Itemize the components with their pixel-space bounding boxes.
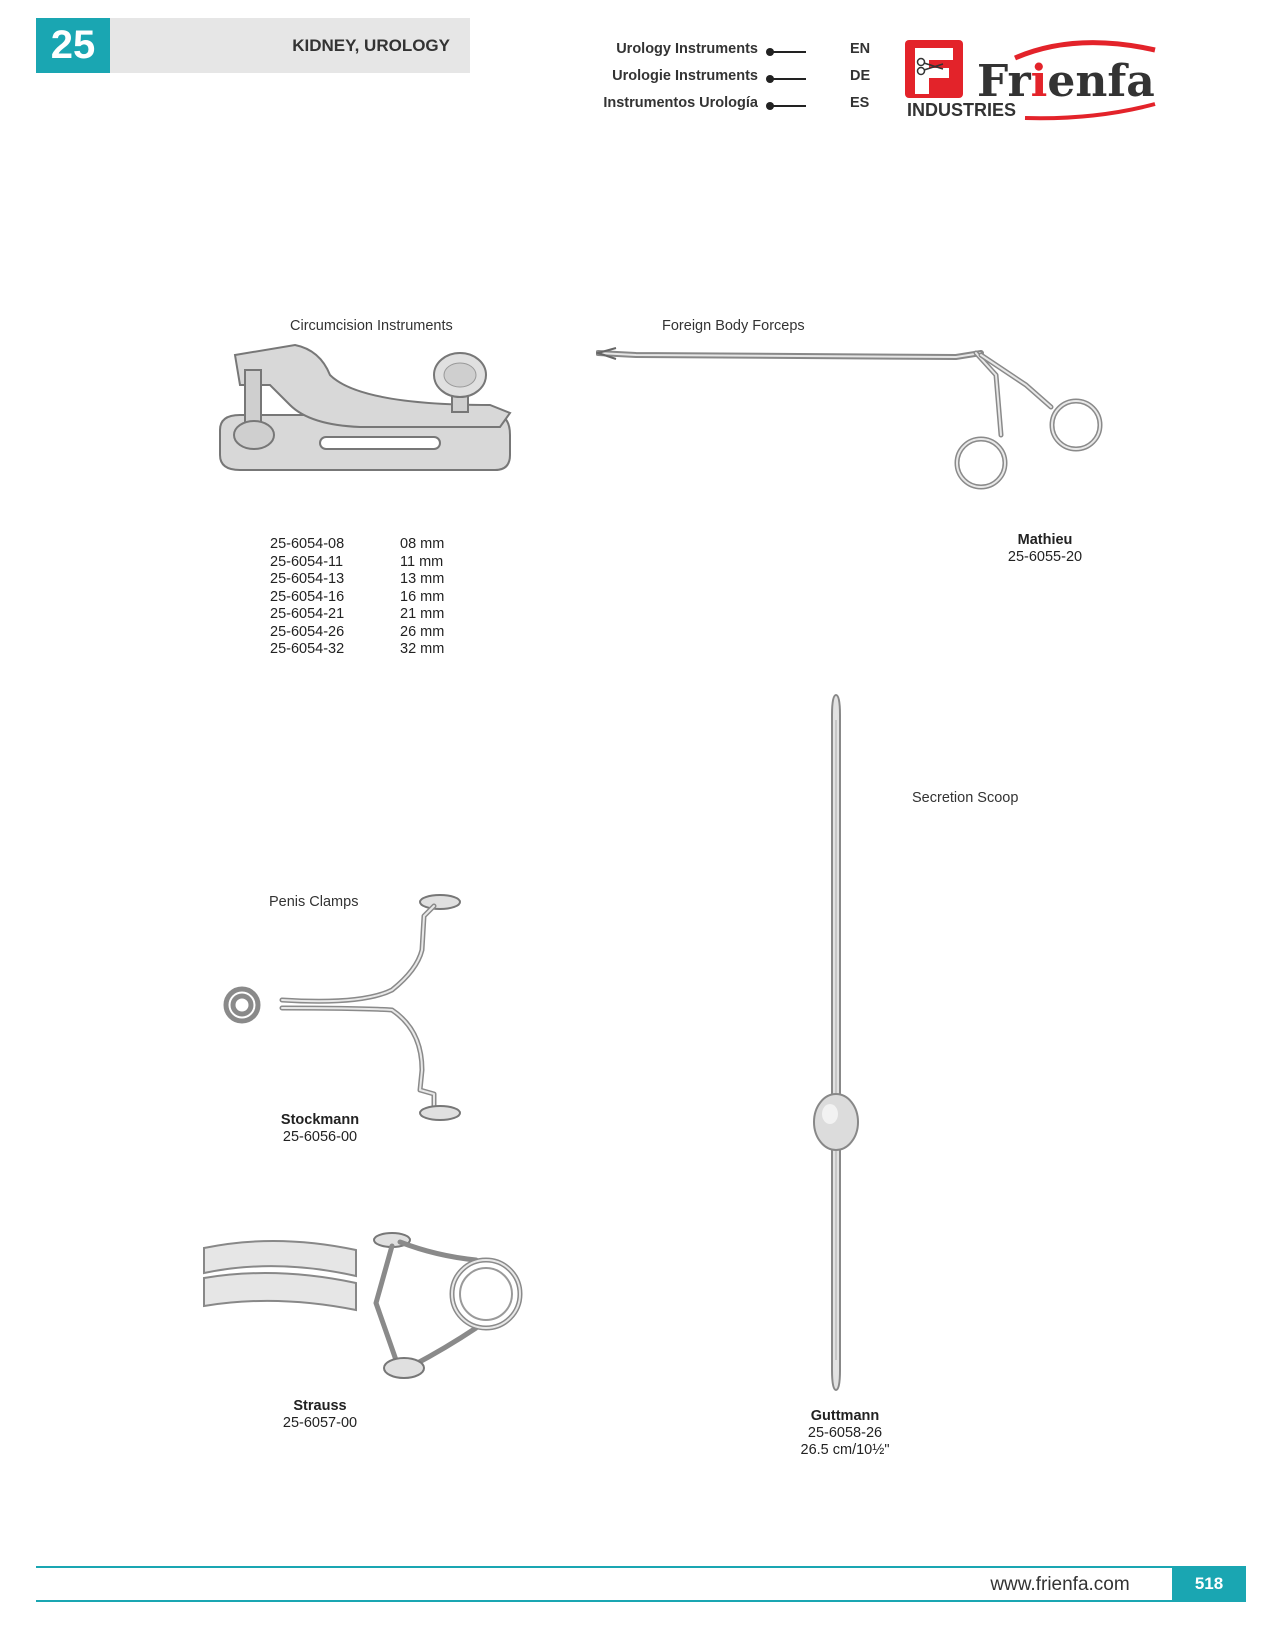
language-code: EN bbox=[850, 41, 871, 57]
product-size: 08 mm bbox=[400, 536, 445, 552]
secretion-scoop-illustration bbox=[808, 690, 868, 1400]
product-size: 26 mm bbox=[400, 623, 445, 640]
language-label: Instrumentos Urología bbox=[603, 95, 758, 111]
section-label-circumcision: Circumcision Instruments bbox=[290, 318, 453, 334]
table-row bbox=[270, 606, 490, 624]
table-row bbox=[270, 536, 490, 554]
connector-line bbox=[770, 51, 806, 53]
product-name-stockmann: Stockmann bbox=[280, 1112, 360, 1128]
product-code-mathieu: 25-6055-20 bbox=[1007, 549, 1083, 565]
table-row bbox=[270, 641, 490, 659]
product-size: 21 mm bbox=[400, 606, 445, 622]
language-row-es bbox=[560, 95, 880, 117]
table-row bbox=[270, 554, 490, 572]
svg-text:Frienfa: Frienfa bbox=[977, 56, 1155, 107]
product-size-guttmann: 26.5 cm/10½" bbox=[800, 1442, 890, 1458]
product-size: 16 mm bbox=[400, 588, 445, 605]
language-label: Urologie Instruments bbox=[612, 68, 758, 84]
language-row-de bbox=[560, 68, 880, 90]
language-code: DE bbox=[850, 68, 871, 84]
section-label-secretion-scoop: Secretion Scoop bbox=[912, 790, 1019, 806]
table-row bbox=[270, 624, 490, 642]
footer-website-link[interactable]: www.frienfa.com bbox=[960, 1570, 1160, 1600]
product-size: 32 mm bbox=[400, 641, 445, 657]
product-code: 25-6054-26 bbox=[270, 623, 345, 640]
circumcision-size-table bbox=[270, 536, 490, 659]
svg-text:INDUSTRIES: INDUSTRIES bbox=[907, 100, 1017, 120]
footer-divider-top bbox=[36, 1566, 1246, 1568]
product-name-guttmann: Guttmann bbox=[810, 1408, 880, 1424]
product-code-stockmann: 25-6056-00 bbox=[282, 1129, 358, 1145]
connector-line bbox=[770, 78, 806, 80]
product-code: 25-6054-32 bbox=[270, 641, 345, 657]
chapter-title: KIDNEY, UROLOGY bbox=[292, 36, 450, 55]
language-code: ES bbox=[850, 95, 870, 111]
frienfa-logo[interactable] bbox=[905, 38, 1177, 126]
chapter-number: 25 bbox=[36, 18, 110, 73]
product-name-mathieu: Mathieu bbox=[1017, 532, 1073, 548]
product-name-strauss: Strauss bbox=[293, 1398, 347, 1414]
table-row bbox=[270, 589, 490, 607]
section-label-penis-clamps: Penis Clamps bbox=[269, 894, 359, 910]
product-code: 25-6054-13 bbox=[270, 571, 345, 587]
product-size: 13 mm bbox=[400, 571, 445, 587]
strauss-clamp-illustration bbox=[196, 1228, 536, 1388]
stockmann-clamp-illustration bbox=[222, 890, 472, 1125]
section-label-foreign-body: Foreign Body Forceps bbox=[662, 318, 805, 334]
footer-divider-bottom bbox=[36, 1600, 1246, 1602]
product-code: 25-6054-21 bbox=[270, 606, 345, 622]
foreign-body-forceps-illustration bbox=[596, 345, 1116, 505]
product-code-guttmann: 25-6058-26 bbox=[807, 1425, 883, 1441]
page-number: 518 bbox=[1172, 1566, 1246, 1602]
product-code-strauss: 25-6057-00 bbox=[282, 1415, 358, 1431]
product-code: 25-6054-11 bbox=[270, 553, 344, 570]
connector-line bbox=[770, 105, 806, 107]
circumcision-instrument-illustration bbox=[210, 335, 520, 495]
language-label: Urology Instruments bbox=[616, 41, 758, 57]
product-code: 25-6054-16 bbox=[270, 588, 345, 605]
product-code: 25-6054-08 bbox=[270, 536, 345, 552]
table-row bbox=[270, 571, 490, 589]
product-size: 11 mm bbox=[400, 553, 444, 570]
language-row-en bbox=[560, 41, 880, 63]
